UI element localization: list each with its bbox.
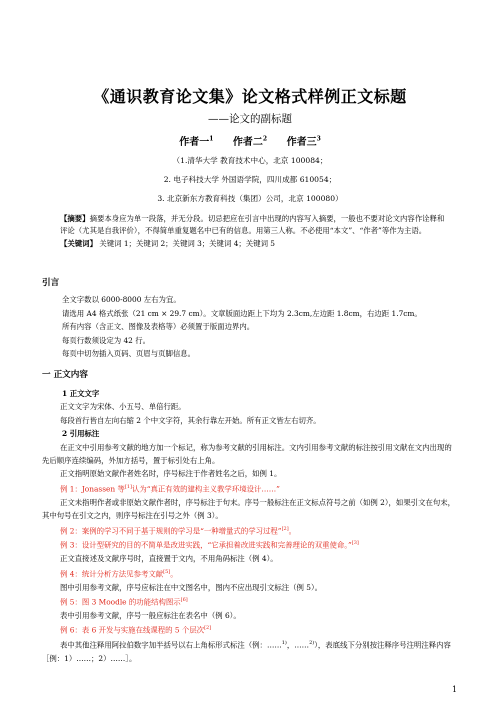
- example-2: 例 2：案例的学习不同于基于规则的学习是“一种增量式的学习过程”[2]。: [60, 525, 297, 535]
- body-line: ［例：1）……；2）……］。: [42, 654, 137, 663]
- example-5: 例 5：图 3 Moodle 的功能结构图示[6]: [60, 596, 188, 607]
- authors-line: [0, 133, 500, 148]
- body-line: 正文直接述及文献序号时，直接置于文内，不用角码标注（例 4）。: [60, 554, 278, 564]
- keywords-label: 【关键词】: [60, 239, 97, 248]
- intro-line: 所有内容（含正文、图像及表格等）必须置于版面边界内。: [62, 322, 255, 331]
- author-1: 作者一$^1$: [179, 135, 214, 148]
- example-1: 例 1：Jonassen 等[1]认为“真正有效的建构主义教学环境设计……”: [60, 483, 280, 494]
- section-2-heading: 2 引用标注: [62, 429, 100, 439]
- abstract-text-2: 评论（尤其是自我评价），不得简单重复题名中已有的信息。用第三人称。不必使用“本文”、“作者”等作为主语。: [60, 225, 427, 235]
- example-6: 例 6：表 6 开发与实施在线课程的 5 个层次[2]: [60, 625, 212, 635]
- affiliation-3: 3. 北京新东方教育科技（集团）公司，北京 100080）: [157, 194, 343, 203]
- example-4: 例 4：统计分析方法见参考文献[5]。: [60, 568, 178, 579]
- author-2: 作者二$^2$: [232, 135, 268, 148]
- body-line: 每段首行皆自左向右缩 2 个中文字符，其余行靠左开始。所有正文皆左右切齐。: [60, 415, 321, 425]
- body-line: 正文文字为宋体、小五号、单倍行距。: [60, 402, 186, 412]
- keywords-text: 关键词 1；关键词 2；关键词 3；关键词 4；关键词 5: [99, 239, 276, 248]
- example-3: 例 3：设计型研究的目的不简单是改进实践，“它承担着改进实践和完善理论的双重使命。”[3]: [60, 540, 359, 550]
- page-subtitle: ——论文的副标题: [208, 113, 292, 125]
- body-line: 正文未指明作者或非原始文献作者时，序号标注于句末。序号一般标注在正文标点符号之前（如例 2），如果引文在句末，: [60, 497, 456, 507]
- page-title: 《通识教育论文集》论文格式样例正文标题: [93, 87, 407, 106]
- body-content: [42, 387, 462, 665]
- abstract-label: 【摘要】: [60, 214, 90, 223]
- section-1-heading: 1 正文文字: [62, 389, 100, 398]
- body-line: 图中引用参考文献，序号应标注在中文图名中，图内不应出现引文标注（例 5）。: [60, 582, 323, 592]
- body-line: 表中引用参考文献，序号一般应标注在表名中（例 6）。: [60, 610, 241, 620]
- abstract-text-1: 摘要本身应为单一段落，并无分段。切忌把应在引言中出现的内容写入摘要，一般也不要对论文内容作诠释和: [89, 214, 445, 223]
- intro-line: 每页中切勿插入页码、页眉与页脚信息。: [62, 349, 196, 358]
- abstract: [60, 213, 460, 250]
- intro-line: 每页行数须设定为 42 行。: [62, 335, 151, 345]
- intro-line: 请选用 A4 格式纸张（21 cm × 29.7 cm）。文章版面边距上下均为 2.3cm,左边距 1.8cm，右边距 1.7cm。: [62, 308, 422, 318]
- body-line: 正文指明原始文献作者姓名时，序号标注于作者姓名之后，如例 1。: [60, 469, 282, 479]
- body-line: 表中其他注释用阿拉伯数字加半括号以右上角标形式标注（例：……$^{1)}$，……$^{2)}$），表底线下分别按注释序号注明注释内容: [60, 640, 451, 650]
- body-heading: 一 正文内容: [42, 370, 88, 380]
- body-line: 先后顺序连续编码，外加方括号，置于标引处右上角。: [42, 456, 220, 466]
- intro-body: [62, 293, 462, 361]
- affiliation-1: （1.清华大学 教育技术中心，北京 100084；: [172, 156, 328, 165]
- author-3: 作者三$^3$: [286, 135, 321, 148]
- intro-heading: 引言: [42, 278, 60, 288]
- page-number: 1: [452, 685, 458, 694]
- intro-line: 全文字数以 6000-8000 左右为宜。: [62, 295, 181, 304]
- body-line: 其中句号在引文之内，则序号标注在引号之外（例 3）。: [42, 511, 223, 521]
- body-line: 在正文中引用参考文献的地方加一个标记，称为参考文献的引用标注。文内引用参考文献的标注按引用文献在文内出现的: [60, 442, 452, 452]
- affiliation-2: 2. 电子科技大学 外国语学院，四川成都 610054；: [163, 175, 337, 184]
